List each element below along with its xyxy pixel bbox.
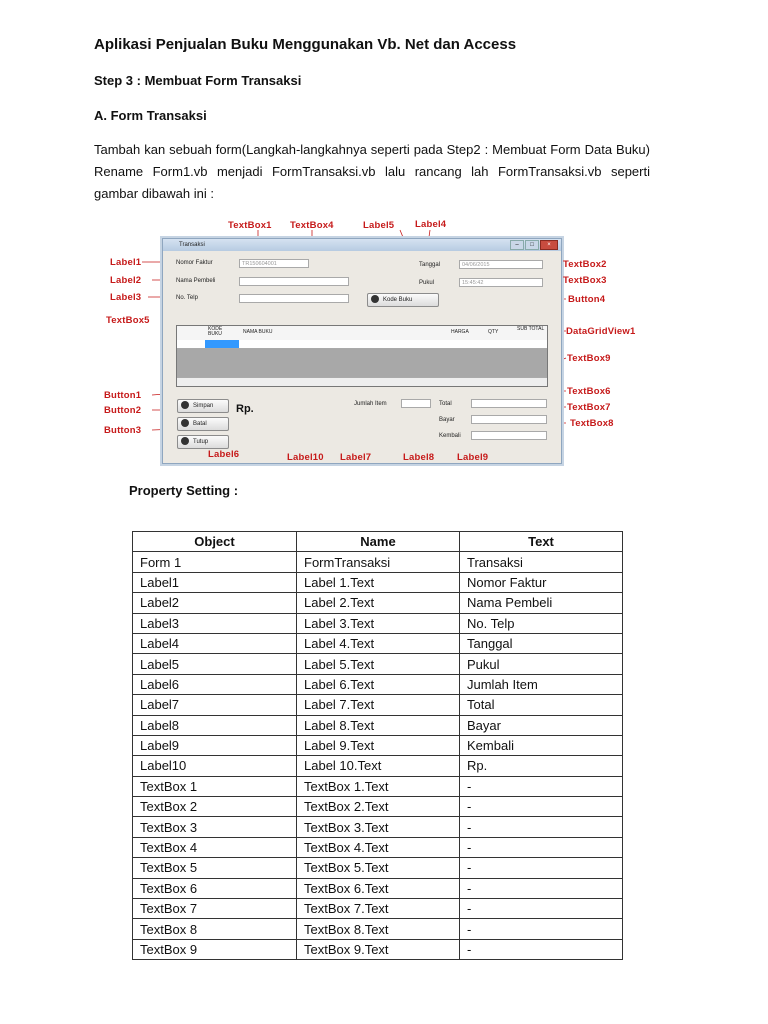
table-row [133, 776, 623, 796]
table-body [133, 552, 623, 960]
kode-buku-label: Kode Buku [383, 297, 413, 303]
cell-object: Label9 [133, 735, 297, 755]
callout-textbox8: TextBox8 [570, 418, 614, 429]
cell-object: Label2 [133, 593, 297, 613]
callout-textbox1: TextBox1 [228, 220, 272, 231]
cell-object: Label8 [133, 715, 297, 735]
cell-object: Label7 [133, 695, 297, 715]
datagridview[interactable] [176, 325, 548, 387]
callout-label8: Label8 [403, 452, 435, 463]
cell-text: No. Telp [460, 613, 623, 633]
document-title: Aplikasi Penjualan Buku Menggunakan Vb. Net dan Access [94, 36, 517, 53]
cell-text: - [460, 837, 623, 857]
cell-text: - [460, 939, 623, 959]
cell-text: Rp. [460, 756, 623, 776]
save-icon [181, 401, 189, 409]
simpan-button[interactable] [177, 399, 229, 413]
col-header-text: Text [460, 532, 623, 552]
callout-label9: Label9 [457, 452, 489, 463]
callout-textbox5: TextBox5 [106, 315, 150, 326]
cell-name: TextBox 4.Text [297, 837, 460, 857]
property-table [132, 531, 623, 960]
callout-textbox6: TextBox6 [567, 386, 611, 397]
kode-buku-button[interactable] [367, 293, 439, 307]
table-row [133, 695, 623, 715]
intro-paragraph: Tambah kan sebuah form(Langkah-langkahnya seperti pada Step2 : Membuat Form Data Buku) Rename Form1.vb menjadi FormTransaksi.vb lalu rancang lah FormTransaksi.vb seperti gambar dibawah ini : [94, 142, 650, 201]
cell-text: Nomor Faktur [460, 572, 623, 592]
callout-button4: Button4 [568, 294, 606, 305]
label-nama-pembeli: Nama Pembeli [176, 278, 216, 284]
cell-name: Label 10.Text [297, 756, 460, 776]
table-row [133, 715, 623, 735]
cell-object: TextBox 6 [133, 878, 297, 898]
form-screenshot-figure [100, 213, 660, 463]
grid-selected-cell[interactable] [205, 340, 239, 348]
callout-textbox7: TextBox7 [567, 402, 611, 413]
section-heading: A. Form Transaksi [94, 108, 207, 123]
window-controls [510, 240, 558, 250]
simpan-label: Simpan [193, 403, 214, 409]
table-row [133, 939, 623, 959]
callout-datagridview1: DataGridView1 [566, 326, 636, 337]
textbox-jumlah-item[interactable] [401, 399, 431, 408]
cell-text: Total [460, 695, 623, 715]
cell-object: Label4 [133, 633, 297, 653]
table-row [133, 858, 623, 878]
textbox-no-telp[interactable] [239, 294, 349, 303]
table-row [133, 837, 623, 857]
table-row [133, 878, 623, 898]
cell-name: TextBox 1.Text [297, 776, 460, 796]
grid-col-harga: HARGA [451, 329, 469, 335]
table-row [133, 613, 623, 633]
label-tanggal: Tanggal [419, 262, 441, 268]
label-total: Total [439, 401, 452, 407]
cell-name: TextBox 7.Text [297, 899, 460, 919]
cell-name: TextBox 3.Text [297, 817, 460, 837]
cell-object: Label10 [133, 756, 297, 776]
cell-name: TextBox 6.Text [297, 878, 460, 898]
cell-object: TextBox 4 [133, 837, 297, 857]
callout-label3: Label3 [110, 292, 142, 303]
cell-name: Label 3.Text [297, 613, 460, 633]
callout-label7: Label7 [340, 452, 372, 463]
table-row [133, 756, 623, 776]
cell-name: TextBox 8.Text [297, 919, 460, 939]
table-row [133, 674, 623, 694]
cancel-icon [181, 419, 189, 427]
table-row [133, 654, 623, 674]
cell-text: Nama Pembeli [460, 593, 623, 613]
cell-name: FormTransaksi [297, 552, 460, 572]
cell-name: Label 5.Text [297, 654, 460, 674]
callout-label4: Label4 [415, 219, 447, 230]
textbox-tanggal[interactable]: 04/06/2015 [459, 260, 543, 269]
cell-name: TextBox 5.Text [297, 858, 460, 878]
property-setting-heading: Property Setting : [129, 483, 239, 498]
cell-object: TextBox 8 [133, 919, 297, 939]
batal-button[interactable] [177, 417, 229, 431]
cell-name: Label 6.Text [297, 674, 460, 694]
grid-horizontal-scrollbar[interactable] [177, 377, 547, 386]
cell-name: Label 9.Text [297, 735, 460, 755]
label-bayar: Bayar [439, 417, 455, 423]
cell-object: Label3 [133, 613, 297, 633]
cell-object: Form 1 [133, 552, 297, 572]
textbox-kembali[interactable] [471, 431, 547, 440]
cell-text: Kembali [460, 735, 623, 755]
grid-new-row[interactable] [177, 340, 547, 349]
table-row [133, 735, 623, 755]
textbox-pukul[interactable]: 15:45:42 [459, 278, 543, 287]
cell-name: Label 2.Text [297, 593, 460, 613]
tutup-button[interactable] [177, 435, 229, 449]
cell-text: - [460, 878, 623, 898]
cell-text: Tanggal [460, 633, 623, 653]
callout-label1: Label1 [110, 257, 142, 268]
cell-text: Jumlah Item [460, 674, 623, 694]
textbox-total[interactable] [471, 399, 547, 408]
cell-name: Label 7.Text [297, 695, 460, 715]
callout-button1: Button1 [104, 390, 142, 401]
label-no-telp: No. Telp [176, 295, 198, 301]
cell-name: TextBox 2.Text [297, 797, 460, 817]
label-jumlah-item: Jumlah Item [354, 401, 387, 407]
callout-label2: Label2 [110, 275, 142, 286]
cell-text: - [460, 776, 623, 796]
label-nomor-faktur: Nomor Faktur [176, 260, 213, 266]
power-icon [181, 437, 189, 445]
callout-button2: Button2 [104, 405, 142, 416]
cell-object: Label1 [133, 572, 297, 592]
callout-textbox3: TextBox3 [563, 275, 607, 286]
grid-header [177, 326, 547, 341]
grid-col-qty: QTY [488, 329, 499, 335]
table-row [133, 552, 623, 572]
table-row [133, 633, 623, 653]
cell-text: Transaksi [460, 552, 623, 572]
grid-col-kode-buku: KODE BUKU [208, 326, 223, 337]
table-row [133, 797, 623, 817]
cell-text: - [460, 817, 623, 837]
table-row [133, 919, 623, 939]
table-row [133, 899, 623, 919]
cell-text: - [460, 899, 623, 919]
grid-col-nama-buku: NAMA BUKU [243, 329, 273, 335]
close-icon[interactable]: × [540, 240, 558, 250]
step-heading: Step 3 : Membuat Form Transaksi [94, 73, 302, 88]
cell-object: TextBox 2 [133, 797, 297, 817]
callout-textbox4: TextBox4 [290, 220, 334, 231]
cell-object: Label6 [133, 674, 297, 694]
cell-name: Label 8.Text [297, 715, 460, 735]
cell-object: TextBox 3 [133, 817, 297, 837]
maximize-icon[interactable]: □ [525, 240, 539, 250]
tutup-label: Tutup [193, 439, 209, 445]
cell-object: TextBox 7 [133, 899, 297, 919]
batal-label: Batal [193, 421, 207, 427]
cell-text: - [460, 919, 623, 939]
search-icon [371, 295, 379, 303]
table-row [133, 572, 623, 592]
cell-text: Pukul [460, 654, 623, 674]
grid-col-sub-total: SUB TOTAL [517, 326, 545, 332]
label-kembali: Kembali [439, 433, 461, 439]
textbox-nomor-faktur[interactable]: TR150604001 [239, 259, 309, 268]
cell-text: - [460, 858, 623, 878]
label-rp: Rp. [236, 403, 254, 415]
window-titlebar: Transaksi [163, 239, 561, 251]
cell-name: TextBox 9.Text [297, 939, 460, 959]
callout-label10: Label10 [287, 452, 324, 463]
callout-textbox9: TextBox9 [567, 353, 611, 364]
transaksi-window [162, 238, 562, 464]
table-row [133, 593, 623, 613]
cell-object: TextBox 1 [133, 776, 297, 796]
callout-textbox2: TextBox2 [563, 259, 607, 270]
callout-label6: Label6 [208, 449, 240, 460]
cell-object: Label5 [133, 654, 297, 674]
col-header-object: Object [133, 532, 297, 552]
textbox-bayar[interactable] [471, 415, 547, 424]
textbox-nama-pembeli[interactable] [239, 277, 349, 286]
cell-object: TextBox 5 [133, 858, 297, 878]
cell-text: Bayar [460, 715, 623, 735]
cell-text: - [460, 797, 623, 817]
cell-name: Label 1.Text [297, 572, 460, 592]
table-header-row [133, 532, 623, 552]
cell-name: Label 4.Text [297, 633, 460, 653]
table-row [133, 817, 623, 837]
callout-button3: Button3 [104, 425, 142, 436]
col-header-name: Name [297, 532, 460, 552]
label-pukul: Pukul [419, 280, 435, 286]
cell-object: TextBox 9 [133, 939, 297, 959]
callout-label5: Label5 [363, 220, 395, 231]
minimize-icon[interactable]: – [510, 240, 524, 250]
